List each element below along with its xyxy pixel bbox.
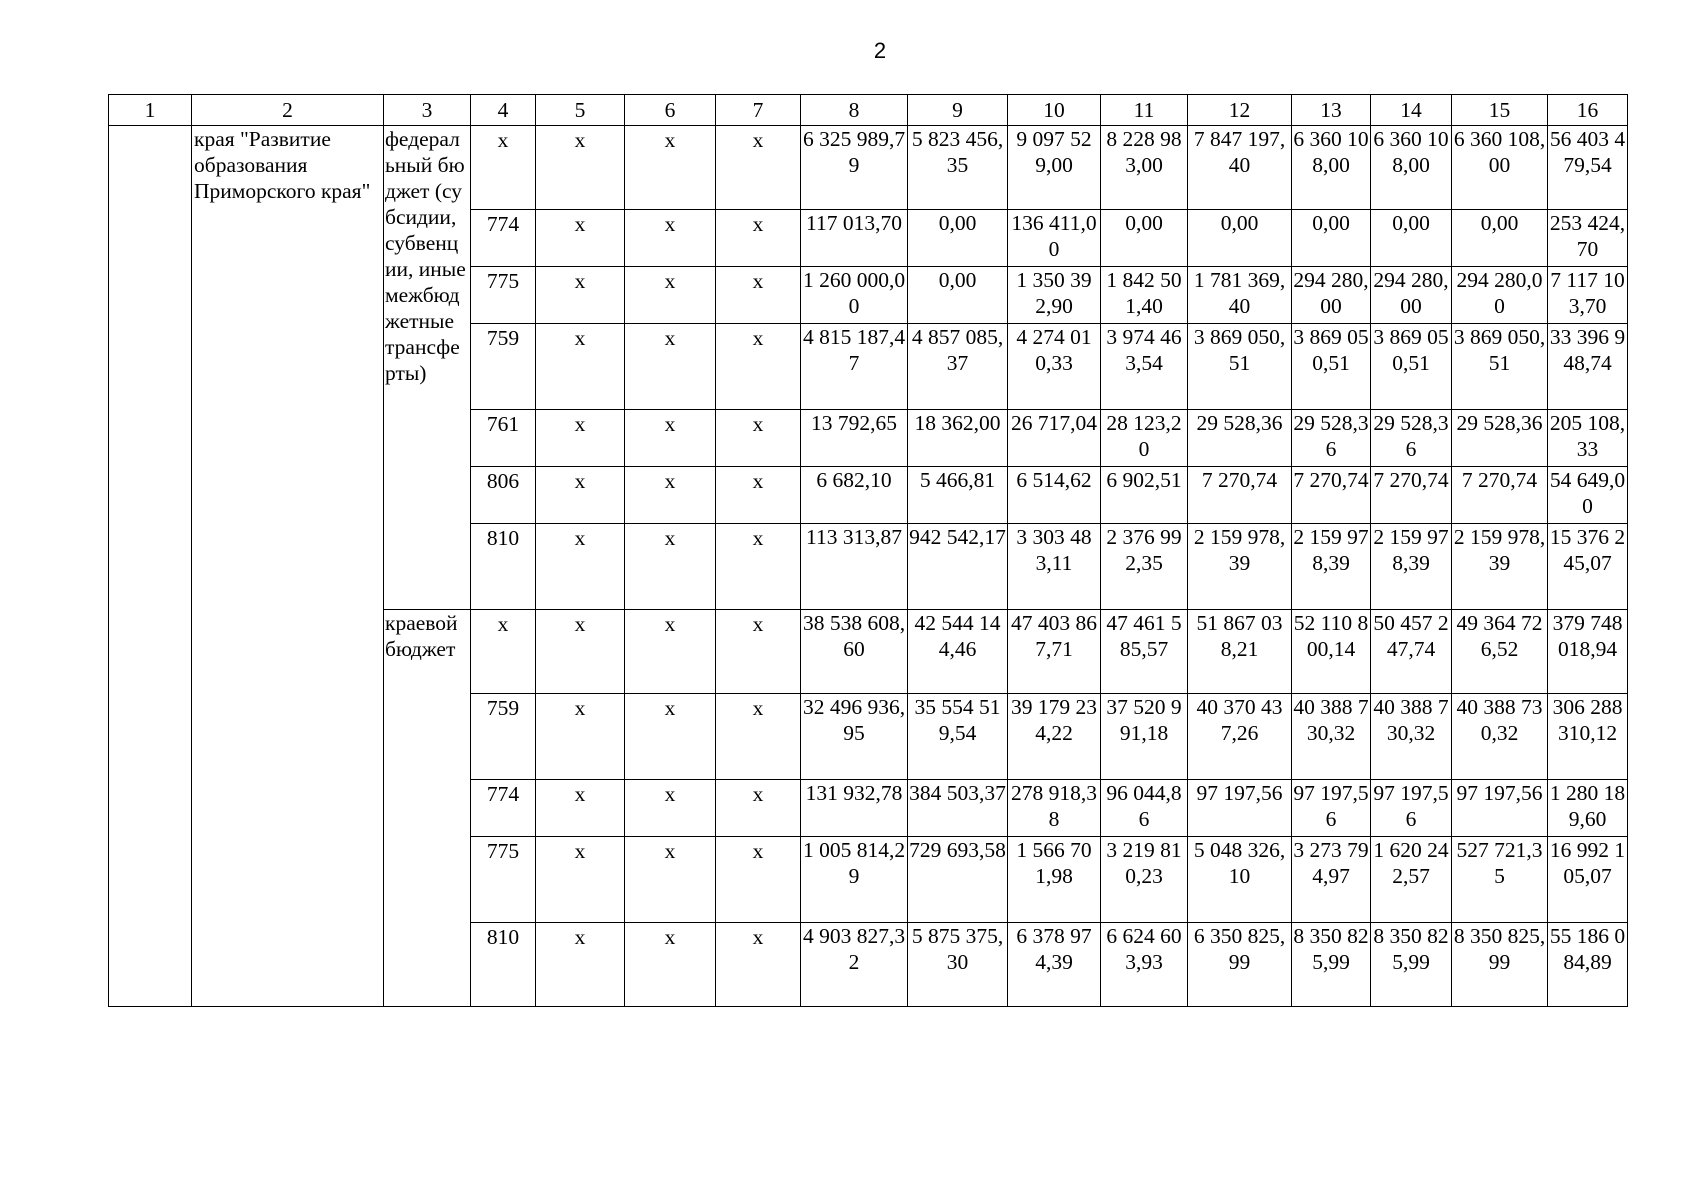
value-cell: 1 005 814,29	[801, 837, 908, 923]
value-cell: 7 270,74	[1452, 467, 1548, 524]
value-cell: 37 520 991,18	[1101, 694, 1188, 780]
value-cell: 6 360 108,00	[1452, 126, 1548, 210]
code-cell-c5: x	[536, 780, 625, 837]
column-header: 4	[471, 95, 536, 126]
value-cell: 47 461 585,57	[1101, 610, 1188, 694]
value-cell: 3 869 050,51	[1371, 324, 1452, 410]
value-cell: 1 566 701,98	[1008, 837, 1101, 923]
value-cell: 117 013,70	[801, 210, 908, 267]
value-cell: 7 270,74	[1188, 467, 1292, 524]
code-cell-c4: 810	[471, 524, 536, 610]
value-cell: 379 748 018,94	[1548, 610, 1628, 694]
value-cell: 729 693,58	[908, 837, 1008, 923]
value-cell: 9 097 529,00	[1008, 126, 1101, 210]
code-cell-c6: x	[625, 524, 716, 610]
value-cell: 97 197,56	[1371, 780, 1452, 837]
value-cell: 7 117 103,70	[1548, 267, 1628, 324]
value-cell: 2 159 978,39	[1452, 524, 1548, 610]
value-cell: 7 847 197,40	[1188, 126, 1292, 210]
value-cell: 0,00	[908, 210, 1008, 267]
value-cell: 40 388 730,32	[1292, 694, 1371, 780]
value-cell: 5 048 326,10	[1188, 837, 1292, 923]
column-header: 2	[192, 95, 384, 126]
column-header: 5	[536, 95, 625, 126]
value-cell: 8 228 983,00	[1101, 126, 1188, 210]
value-cell: 113 313,87	[801, 524, 908, 610]
value-cell: 4 815 187,47	[801, 324, 908, 410]
funding-source-cell: федеральный бюджет (субсидии, субвенции, иные межбюджетные трансферты)	[384, 126, 471, 610]
value-cell: 3 869 050,51	[1292, 324, 1371, 410]
value-cell: 5 823 456,35	[908, 126, 1008, 210]
table-row	[109, 126, 1628, 210]
value-cell: 3 219 810,23	[1101, 837, 1188, 923]
code-cell-c7: x	[716, 267, 801, 324]
column-header: 15	[1452, 95, 1548, 126]
value-cell: 3 273 794,97	[1292, 837, 1371, 923]
value-cell: 294 280,00	[1452, 267, 1548, 324]
code-cell-c5: x	[536, 694, 625, 780]
value-cell: 97 197,56	[1292, 780, 1371, 837]
value-cell: 2 159 978,39	[1371, 524, 1452, 610]
code-cell-c6: x	[625, 837, 716, 923]
value-cell: 28 123,20	[1101, 410, 1188, 467]
code-cell-c4: x	[471, 610, 536, 694]
value-cell: 8 350 825,99	[1452, 923, 1548, 1007]
value-cell: 26 717,04	[1008, 410, 1101, 467]
code-cell-c7: x	[716, 324, 801, 410]
value-cell: 4 903 827,32	[801, 923, 908, 1007]
value-cell: 3 869 050,51	[1188, 324, 1292, 410]
code-cell-c5: x	[536, 267, 625, 324]
value-cell: 47 403 867,71	[1008, 610, 1101, 694]
value-cell: 942 542,17	[908, 524, 1008, 610]
value-cell: 51 867 038,21	[1188, 610, 1292, 694]
code-cell-c7: x	[716, 780, 801, 837]
value-cell: 97 197,56	[1452, 780, 1548, 837]
value-cell: 13 792,65	[801, 410, 908, 467]
value-cell: 32 496 936,95	[801, 694, 908, 780]
value-cell: 39 179 234,22	[1008, 694, 1101, 780]
code-cell-c6: x	[625, 780, 716, 837]
code-cell-c6: x	[625, 210, 716, 267]
code-cell-c7: x	[716, 210, 801, 267]
value-cell: 96 044,86	[1101, 780, 1188, 837]
value-cell: 0,00	[908, 267, 1008, 324]
column-header: 6	[625, 95, 716, 126]
code-cell-c6: x	[625, 610, 716, 694]
code-cell-c4: 810	[471, 923, 536, 1007]
value-cell: 15 376 245,07	[1548, 524, 1628, 610]
value-cell: 6 360 108,00	[1371, 126, 1452, 210]
column-header: 13	[1292, 95, 1371, 126]
value-cell: 8 350 825,99	[1371, 923, 1452, 1007]
value-cell: 4 274 010,33	[1008, 324, 1101, 410]
value-cell: 6 902,51	[1101, 467, 1188, 524]
value-cell: 54 649,00	[1548, 467, 1628, 524]
value-cell: 6 682,10	[801, 467, 908, 524]
value-cell: 5 875 375,30	[908, 923, 1008, 1007]
value-cell: 1 260 000,00	[801, 267, 908, 324]
value-cell: 97 197,56	[1188, 780, 1292, 837]
value-cell: 3 974 463,54	[1101, 324, 1188, 410]
code-cell-c6: x	[625, 267, 716, 324]
code-cell-c5: x	[536, 324, 625, 410]
code-cell-c6: x	[625, 126, 716, 210]
value-cell: 294 280,00	[1371, 267, 1452, 324]
value-cell: 2 376 992,35	[1101, 524, 1188, 610]
value-cell: 131 932,78	[801, 780, 908, 837]
page-number: 2	[873, 38, 887, 63]
value-cell: 278 918,38	[1008, 780, 1101, 837]
code-cell-c5: x	[536, 467, 625, 524]
code-cell-c7: x	[716, 524, 801, 610]
value-cell: 6 350 825,99	[1188, 923, 1292, 1007]
code-cell-c4: 775	[471, 267, 536, 324]
value-cell: 3 869 050,51	[1452, 324, 1548, 410]
value-cell: 1 350 392,90	[1008, 267, 1101, 324]
value-cell: 29 528,36	[1188, 410, 1292, 467]
value-cell: 0,00	[1371, 210, 1452, 267]
column-header: 8	[801, 95, 908, 126]
column-header: 7	[716, 95, 801, 126]
value-cell: 40 388 730,32	[1371, 694, 1452, 780]
code-cell-c4: 761	[471, 410, 536, 467]
value-cell: 0,00	[1292, 210, 1371, 267]
code-cell-c4: 774	[471, 210, 536, 267]
value-cell: 2 159 978,39	[1292, 524, 1371, 610]
code-cell-c5: x	[536, 126, 625, 210]
code-cell-c4: 806	[471, 467, 536, 524]
code-cell-c7: x	[716, 694, 801, 780]
code-cell-c7: x	[716, 467, 801, 524]
code-cell-c6: x	[625, 923, 716, 1007]
code-cell-c5: x	[536, 610, 625, 694]
code-cell-c7: x	[716, 837, 801, 923]
value-cell: 5 466,81	[908, 467, 1008, 524]
value-cell: 55 186 084,89	[1548, 923, 1628, 1007]
value-cell: 4 857 085,37	[908, 324, 1008, 410]
header-row	[109, 95, 1628, 126]
value-cell: 1 280 189,60	[1548, 780, 1628, 837]
column-header: 3	[384, 95, 471, 126]
column-header: 1	[109, 95, 192, 126]
value-cell: 1 620 242,57	[1371, 837, 1452, 923]
code-cell-c4: 759	[471, 324, 536, 410]
value-cell: 16 992 105,07	[1548, 837, 1628, 923]
code-cell-c7: x	[716, 610, 801, 694]
code-cell-c4: 775	[471, 837, 536, 923]
funding-source-cell: краевой бюджет	[384, 610, 471, 1007]
code-cell-c4: 774	[471, 780, 536, 837]
value-cell: 3 303 483,11	[1008, 524, 1101, 610]
value-cell: 56 403 479,54	[1548, 126, 1628, 210]
value-cell: 527 721,35	[1452, 837, 1548, 923]
value-cell: 6 378 974,39	[1008, 923, 1101, 1007]
code-cell-c7: x	[716, 126, 801, 210]
code-cell-c6: x	[625, 694, 716, 780]
column-header: 16	[1548, 95, 1628, 126]
code-cell-c4: x	[471, 126, 536, 210]
code-cell-c6: x	[625, 467, 716, 524]
value-cell: 42 544 144,46	[908, 610, 1008, 694]
code-cell-c5: x	[536, 210, 625, 267]
column-header: 12	[1188, 95, 1292, 126]
value-cell: 7 270,74	[1292, 467, 1371, 524]
code-cell-c5: x	[536, 923, 625, 1007]
value-cell: 384 503,37	[908, 780, 1008, 837]
program-name-cell: края "Развитие образования Приморского края"	[192, 126, 384, 1007]
value-cell: 40 388 730,32	[1452, 694, 1548, 780]
column-header: 10	[1008, 95, 1101, 126]
value-cell: 0,00	[1188, 210, 1292, 267]
value-cell: 1 842 501,40	[1101, 267, 1188, 324]
value-cell: 6 624 603,93	[1101, 923, 1188, 1007]
value-cell: 253 424,70	[1548, 210, 1628, 267]
value-cell: 2 159 978,39	[1188, 524, 1292, 610]
value-cell: 6 514,62	[1008, 467, 1101, 524]
value-cell: 29 528,36	[1292, 410, 1371, 467]
value-cell: 29 528,36	[1452, 410, 1548, 467]
code-cell-c5: x	[536, 837, 625, 923]
column-header: 14	[1371, 95, 1452, 126]
value-cell: 6 360 108,00	[1292, 126, 1371, 210]
budget-table	[108, 94, 1628, 1007]
value-cell: 8 350 825,99	[1292, 923, 1371, 1007]
row-number-cell	[109, 126, 192, 1007]
code-cell-c5: x	[536, 524, 625, 610]
value-cell: 306 288 310,12	[1548, 694, 1628, 780]
code-cell-c4: 759	[471, 694, 536, 780]
value-cell: 7 270,74	[1371, 467, 1452, 524]
value-cell: 294 280,00	[1292, 267, 1371, 324]
value-cell: 0,00	[1101, 210, 1188, 267]
value-cell: 18 362,00	[908, 410, 1008, 467]
code-cell-c7: x	[716, 410, 801, 467]
value-cell: 49 364 726,52	[1452, 610, 1548, 694]
value-cell: 38 538 608,60	[801, 610, 908, 694]
code-cell-c6: x	[625, 324, 716, 410]
code-cell-c7: x	[716, 923, 801, 1007]
value-cell: 0,00	[1452, 210, 1548, 267]
value-cell: 1 781 369,40	[1188, 267, 1292, 324]
value-cell: 29 528,36	[1371, 410, 1452, 467]
value-cell: 40 370 437,26	[1188, 694, 1292, 780]
column-header: 11	[1101, 95, 1188, 126]
code-cell-c6: x	[625, 410, 716, 467]
value-cell: 50 457 247,74	[1371, 610, 1452, 694]
code-cell-c5: x	[536, 410, 625, 467]
value-cell: 52 110 800,14	[1292, 610, 1371, 694]
value-cell: 35 554 519,54	[908, 694, 1008, 780]
column-header: 9	[908, 95, 1008, 126]
value-cell: 136 411,00	[1008, 210, 1101, 267]
value-cell: 33 396 948,74	[1548, 324, 1628, 410]
value-cell: 6 325 989,79	[801, 126, 908, 210]
value-cell: 205 108,33	[1548, 410, 1628, 467]
